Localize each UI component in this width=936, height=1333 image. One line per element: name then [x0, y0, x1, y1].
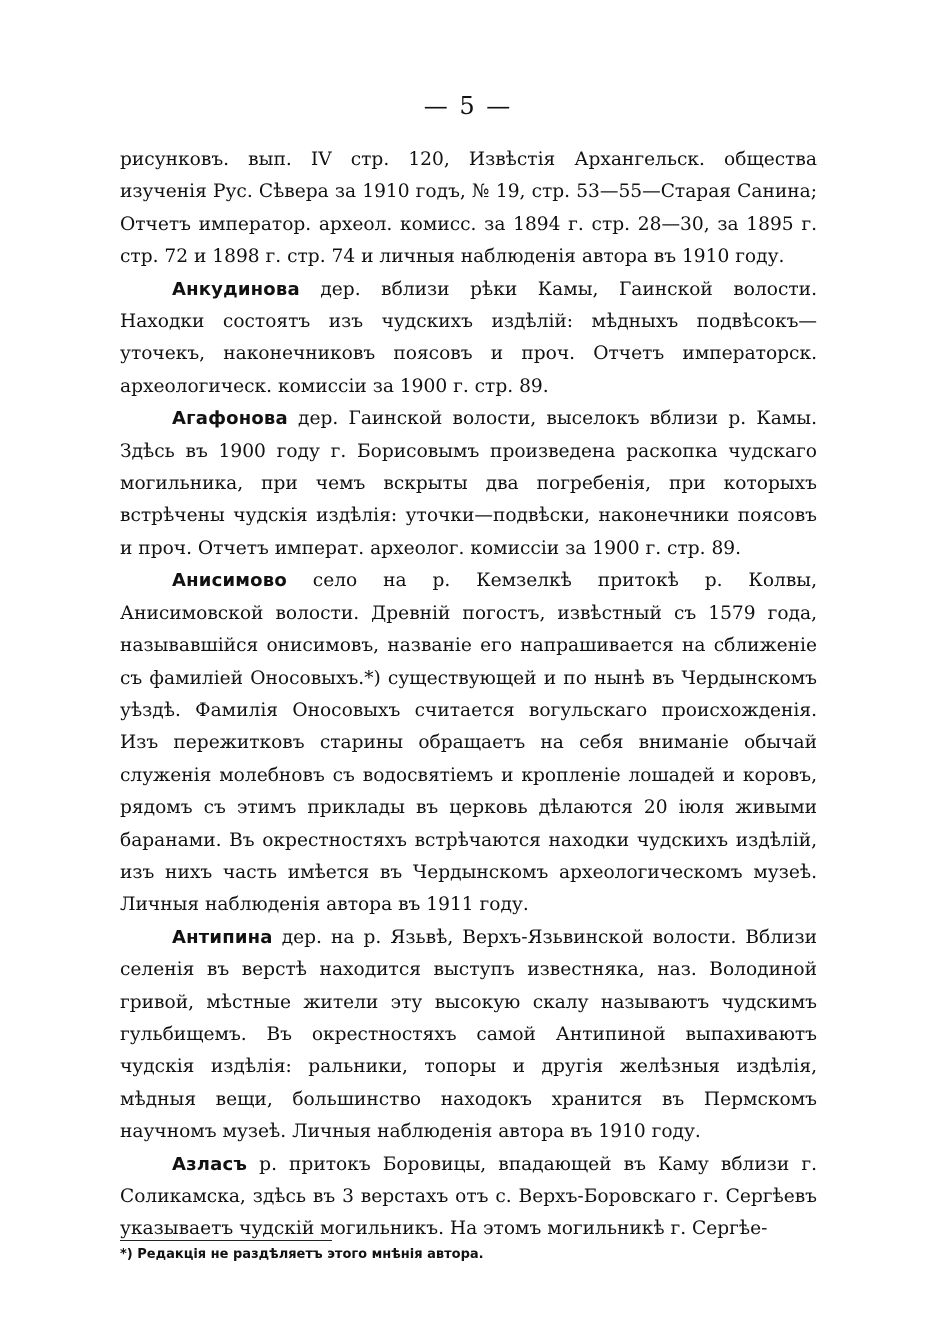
entry-text: р. притокъ Боровицы, впадающей въ Каму вблизи г. Соликамска, здѣсь въ 3 верстахъ отъ с. Верхъ-Боровскаго г. Сергѣевъ указываетъ чудскій могильникъ. На этомъ могильникѣ г. Сергѣе- — [120, 1153, 817, 1240]
footnote: *) Редакція не раздѣляетъ этого мнѣнія автора. — [120, 1247, 484, 1262]
page-number: — 5 — — [423, 92, 513, 120]
entry-agafonova — [120, 403, 817, 565]
entry-headword: Антипина — [172, 926, 273, 948]
entry-headword: Анисимово — [172, 570, 287, 592]
continuation-paragraph: рисунковъ. вып. IV стр. 120, Извѣстія Архангельск. общества изученія Рус. Сѣвера за 1910 годъ, № 19, стр. 53—55—Старая Санина; Отчетъ император. археол. комисс. за 1894 г. стр. 28—30, за 1895 г. стр. 72 и 1898 г. стр. 74 и личныя наблюденія автора въ 1910 году. — [120, 149, 817, 268]
entry-anisimovo — [120, 565, 817, 921]
footnote-divider — [120, 1240, 332, 1241]
entry-ankudinova — [120, 274, 817, 404]
entry-text: дер. на р. Язьвѣ, Верхъ-Язьвинской волости. Вблизи селенія въ верстѣ находится выступъ известняка, наз. Володиной гривой, мѣстные жители эту высокую скалу называютъ чудскимъ гульбищемъ. Въ окрестностяхъ самой Антипиной выпахиваютъ чудскія издѣлія: ральники, топоры и другія желѣзныя издѣлія, мѣдныя вещи, большинство находокъ хранится въ Пермскомъ научномъ музеѣ. Личныя наблюденія автора въ 1910 году. — [120, 926, 817, 1143]
entry-text: село на р. Кемзелкѣ притокѣ р. Колвы, Анисимовской волости. Древній погостъ, извѣстный съ 1579 года, называвшійся онисимовъ, названіе его напрашивается на сближеніе съ фамиліей Оносовыхъ.*) существующей и по нынѣ въ Чердынскомъ уѣздѣ. Фамилія Оносовыхъ считается вогульскаго происхожденія. Изъ пережитковъ старины обращаетъ на себя вниманіе обычай служенія молебновъ съ водосвятіемъ и кропленіе лошадей и коровъ, рядомъ съ этимъ приклады въ церковь дѣлаются 20 іюля живыми баранами. Въ окрестностяхъ встрѣчаются находки чудскихъ издѣлій, изъ нихъ часть имѣется въ Чердынскомъ археологическомъ музеѣ. Личныя наблюденія автора въ 1911 году. — [120, 570, 817, 916]
entry-text: дер. Гаинской волости, выселокъ вблизи р. Камы. Здѣсь въ 1900 году г. Борисовымъ произведена раскопка чудскаго могильника, при чемъ вскрыты два погребенія, при которыхъ встрѣчены чудскія издѣлія: уточки—подвѣски, наконечники поясовъ и проч. Отчетъ императ. археолог. комиссіи за 1900 г. стр. 89. — [120, 408, 817, 559]
entry-antipina — [120, 922, 817, 1149]
entry-headword: Анкудинова — [172, 278, 300, 300]
entry-headword: Азласъ — [172, 1153, 248, 1175]
entry-azlas — [120, 1149, 817, 1246]
entry-headword: Агафонова — [172, 408, 288, 430]
entry-text: дер. вблизи рѣки Камы, Гаинской волости. Находки состоятъ изъ чудскихъ издѣлій: мѣдныхъ подвѣсокъ—уточекъ, наконечниковъ поясовъ и проч. Отчетъ императорск. археологическ. комиссіи за 1900 г. стр. 89. — [120, 278, 817, 397]
body-text — [120, 144, 817, 1246]
